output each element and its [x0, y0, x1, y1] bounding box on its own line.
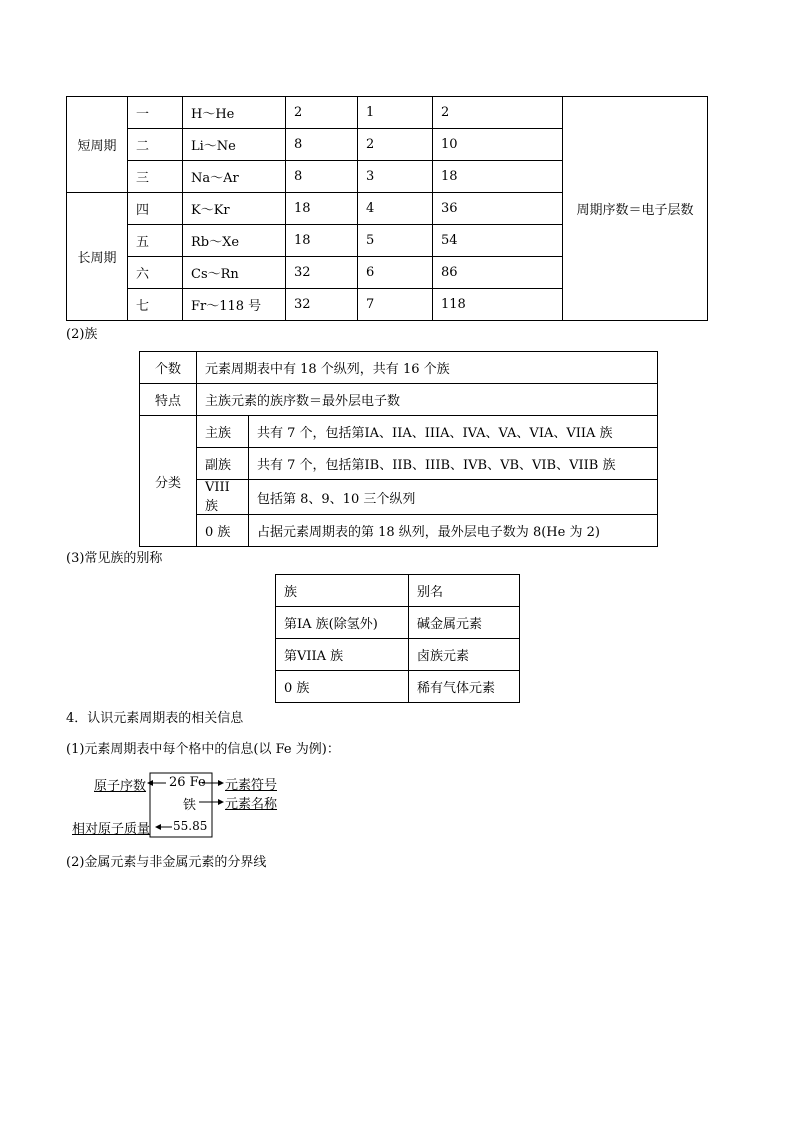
- fe-cell-diagram: [66, 770, 296, 840]
- table-row: [276, 639, 520, 671]
- last-z-cell: 118: [433, 289, 563, 321]
- table-row: [140, 384, 658, 416]
- period-cell: 四: [128, 193, 183, 225]
- short-period-label: 短周期: [67, 97, 128, 193]
- class-name: 副族: [197, 448, 249, 480]
- count-cell: 8: [286, 161, 358, 193]
- range-cell: K～Kr: [183, 193, 286, 225]
- table-row: [140, 416, 658, 448]
- table-row: [67, 97, 708, 129]
- period-note: 周期序数＝电子层数: [563, 97, 708, 321]
- count-cell: 2: [286, 97, 358, 129]
- shells-cell: 7: [358, 289, 433, 321]
- atomic-number-label: 原子序数: [94, 779, 147, 794]
- last-z-cell: 86: [433, 257, 563, 289]
- class-name: 主族: [197, 416, 249, 448]
- class-desc: 共有 7 个，包括第IB、IIB、IIIB、IVB、VB、VIB、VIIB 族: [249, 448, 658, 480]
- long-period-label: 长周期: [67, 193, 128, 321]
- cell-symbol-line: 26 Fe: [169, 775, 206, 790]
- range-cell: Cs～Rn: [183, 257, 286, 289]
- count-cell: 18: [286, 225, 358, 257]
- range-cell: H～He: [183, 97, 286, 129]
- count-cell: 8: [286, 129, 358, 161]
- alias-header-name: 别名: [409, 575, 520, 607]
- class-label: 分类: [140, 416, 197, 547]
- last-z-cell: 10: [433, 129, 563, 161]
- alias-name: 碱金属元素: [409, 607, 520, 639]
- cell-mass-line: 55.85: [173, 819, 208, 833]
- range-cell: Na～Ar: [183, 161, 286, 193]
- class-desc: 占据元素周期表的第 18 纵列，最外层电子数为 8(He 为 2): [249, 515, 658, 547]
- cell-name-line: 铁: [183, 798, 197, 813]
- table-row: [140, 352, 658, 384]
- feature-value: 主族元素的族序数＝最外层电子数: [197, 384, 658, 416]
- table-row: [276, 607, 520, 639]
- last-z-cell: 18: [433, 161, 563, 193]
- period-cell: 二: [128, 129, 183, 161]
- shells-cell: 4: [358, 193, 433, 225]
- subheading-2: (2)金属元素与非金属元素的分界线: [66, 855, 267, 870]
- period-cell: 五: [128, 225, 183, 257]
- count-label: 个数: [140, 352, 197, 384]
- class-name: 0 族: [197, 515, 249, 547]
- alias-table: [275, 574, 520, 703]
- table-row: [140, 515, 658, 547]
- count-cell: 32: [286, 289, 358, 321]
- class-desc: 共有 7 个，包括第IA、IIA、IIIA、IVA、VA、VIA、VIIA 族: [249, 416, 658, 448]
- class-name: VIII族: [197, 480, 249, 515]
- last-z-cell: 36: [433, 193, 563, 225]
- shells-cell: 3: [358, 161, 433, 193]
- range-cell: Rb～Xe: [183, 225, 286, 257]
- section-alias-heading: (3)常见族的别称: [66, 551, 163, 566]
- period-cell: 一: [128, 97, 183, 129]
- table-row: [140, 448, 658, 480]
- period-cell: 七: [128, 289, 183, 321]
- alias-header-family: 族: [276, 575, 409, 607]
- table-row: [276, 575, 520, 607]
- alias-family: 0 族: [276, 671, 409, 703]
- alias-family: 第IA 族(除氢外): [276, 607, 409, 639]
- range-cell: Li～Ne: [183, 129, 286, 161]
- heading-4: 4．认识元素周期表的相关信息: [66, 711, 244, 726]
- alias-name: 卤族元素: [409, 639, 520, 671]
- shells-cell: 2: [358, 129, 433, 161]
- subheading-1: (1)元素周期表中每个格中的信息(以 Fe 为例)：: [66, 742, 340, 757]
- table-row: [276, 671, 520, 703]
- count-cell: 18: [286, 193, 358, 225]
- feature-label: 特点: [140, 384, 197, 416]
- alias-family: 第VIIA 族: [276, 639, 409, 671]
- section-family-heading: (2)族: [66, 327, 98, 342]
- class-desc: 包括第 8、9、10 三个纵列: [249, 480, 658, 515]
- symbol-label: 元素符号: [225, 778, 278, 793]
- shells-cell: 6: [358, 257, 433, 289]
- range-cell: Fr～118 号: [183, 289, 286, 321]
- family-table: [139, 351, 658, 547]
- shells-cell: 1: [358, 97, 433, 129]
- period-cell: 六: [128, 257, 183, 289]
- count-cell: 32: [286, 257, 358, 289]
- mass-label: 相对原子质量: [72, 822, 151, 837]
- alias-name: 稀有气体元素: [409, 671, 520, 703]
- period-cell: 三: [128, 161, 183, 193]
- table-row: [140, 480, 658, 515]
- last-z-cell: 54: [433, 225, 563, 257]
- count-value: 元素周期表中有 18 个纵列，共有 16 个族: [197, 352, 658, 384]
- name-label: 元素名称: [225, 797, 278, 812]
- last-z-cell: 2: [433, 97, 563, 129]
- period-table: [66, 96, 708, 321]
- shells-cell: 5: [358, 225, 433, 257]
